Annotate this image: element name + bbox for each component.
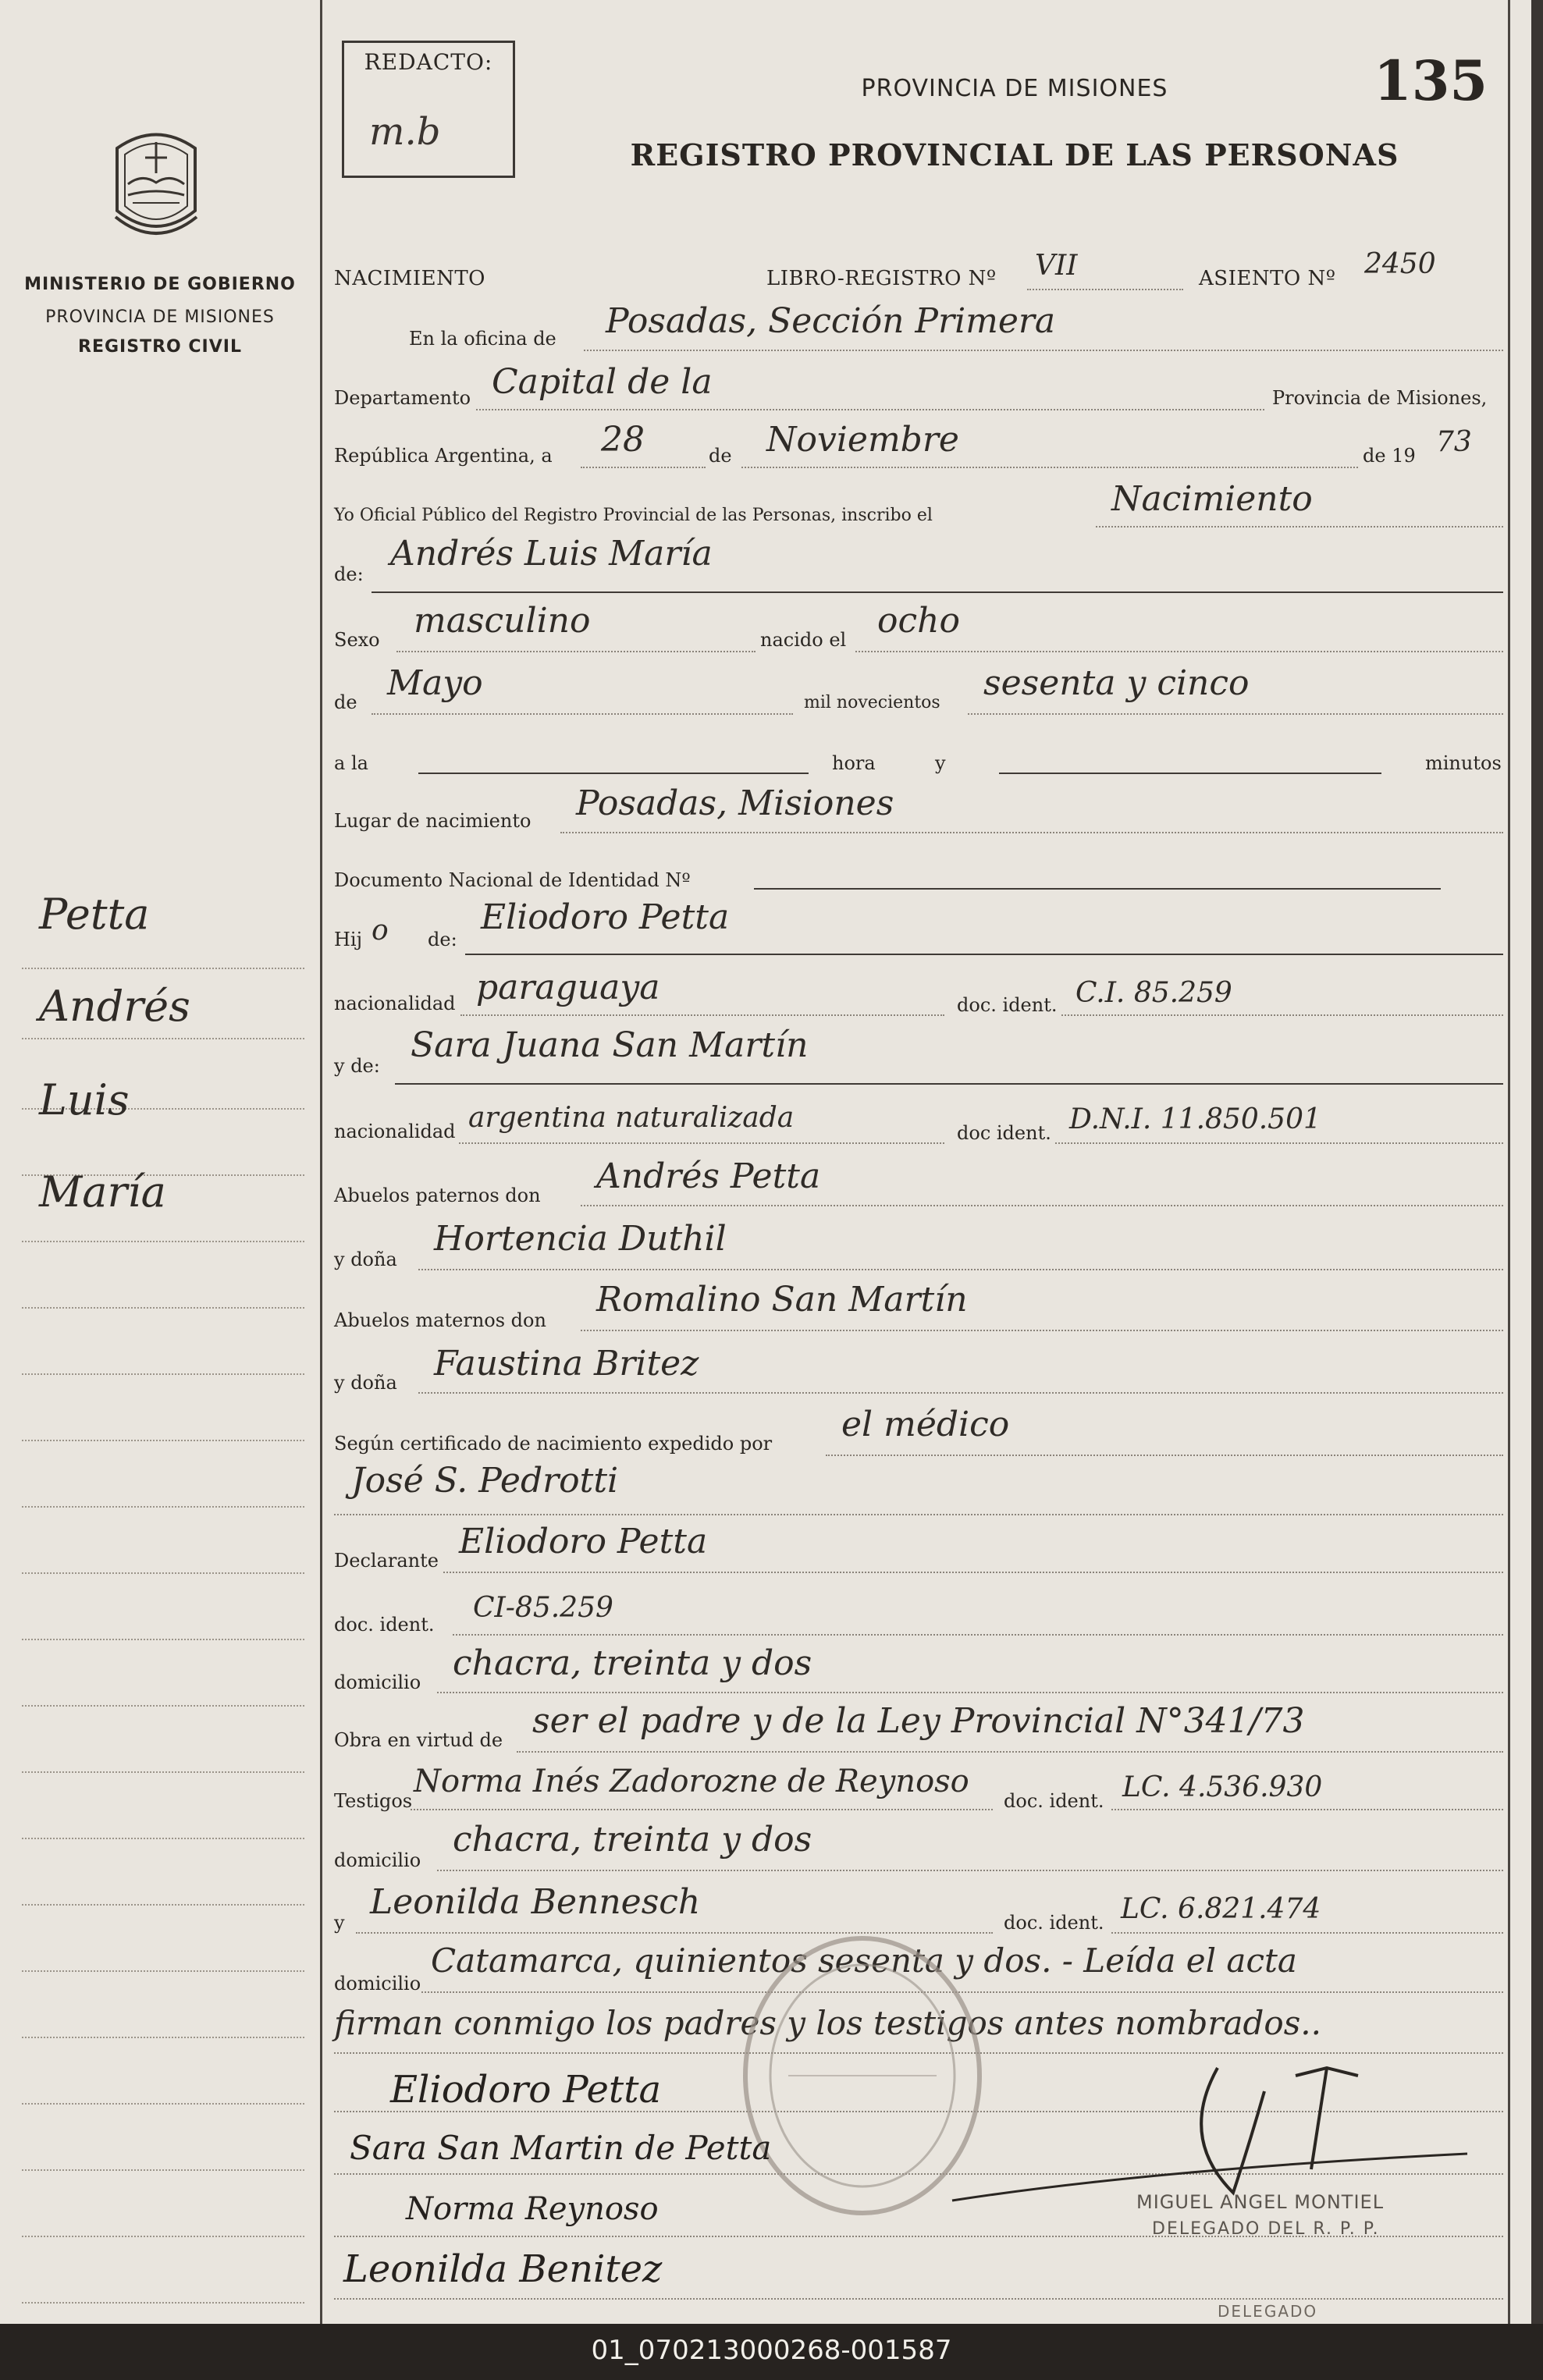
margin-name-3: María	[39, 1167, 166, 1217]
signature-witness-1: Norma Reynoso	[406, 2191, 659, 2227]
abuelo-paterno-value: Andrés Petta	[596, 1156, 821, 1196]
record-type: NACIMIENTO	[334, 267, 485, 290]
abuelos-maternos-label: Abuelos maternos don	[334, 1309, 546, 1331]
ministry-line-1: MINISTERIO DE GOBIERNO	[24, 275, 296, 294]
segun-value: el médico	[841, 1405, 1010, 1444]
testigo-1-doc-value: LC. 4.536.930	[1122, 1771, 1323, 1803]
child-name-value: Andrés Luis María	[390, 534, 713, 574]
obra-label: Obra en virtud de	[334, 1729, 503, 1751]
signature-witness-2: Leonilda Benitez	[343, 2247, 663, 2291]
de-colon-label: de:	[334, 563, 364, 585]
declarante-domicilio-label: domicilio	[334, 1671, 421, 1693]
segun-label: Según certificado de nacimiento expedido por	[334, 1433, 773, 1455]
year-prefix: de 19	[1363, 445, 1416, 467]
padre-doc-label: doc. ident.	[957, 994, 1058, 1016]
dni-label: Documento Nacional de Identidad Nº	[334, 869, 691, 891]
obra-value: ser el padre y de la Ley Provincial N°341/73	[532, 1701, 1305, 1741]
closing-statement: firman conmigo los padres y los testigos antes nombrados..	[334, 2004, 1321, 2042]
signature-mother: Sara San Martin de Petta	[350, 2129, 772, 2167]
provincia-label: Provincia de Misiones,	[1272, 387, 1488, 409]
testigo-1-value: Norma Inés Zadorozne de Reynoso	[414, 1764, 969, 1799]
official-title: DELEGADO DEL R. P. P.	[1152, 2219, 1380, 2239]
month-value: Noviembre	[766, 420, 959, 460]
madre-nacionalidad-label: nacionalidad	[334, 1121, 456, 1142]
margin-name-2: Luis	[39, 1075, 130, 1124]
padre-doc-value: C.I. 85.259	[1075, 977, 1232, 1009]
oficina-value: Posadas, Sección Primera	[606, 301, 1056, 341]
abuelo-materno-value: Romalino San Martín	[596, 1280, 968, 1320]
year-suffix: 73	[1436, 426, 1472, 458]
de-label: de	[709, 445, 732, 467]
margin-divider	[320, 0, 322, 2324]
hijo-de-label: de:	[428, 929, 457, 950]
margin-name-1: Andrés	[39, 982, 190, 1031]
abuelos-paternos-label: Abuelos paternos don	[334, 1185, 541, 1206]
padre-nacionalidad-label: nacionalidad	[334, 993, 456, 1014]
provincial-seal-icon	[101, 125, 211, 250]
declarante-domicilio-value: chacra, treinta y dos	[453, 1643, 812, 1683]
testigo-1-doc-label: doc. ident.	[1004, 1790, 1104, 1812]
testigo-2-value: Leonilda Bennesch	[370, 1882, 701, 1922]
a-la-label: a la	[334, 752, 368, 774]
official-signature-icon	[921, 2044, 1483, 2216]
province-title: PROVINCIA DE MISIONES	[861, 75, 1168, 102]
hijo-label: Hij	[334, 929, 363, 950]
hijo-suffix: o	[372, 915, 389, 947]
redacto-initials: m.b	[369, 110, 441, 154]
medico-value: José S. Pedrotti	[351, 1461, 619, 1501]
testigo-2-doc-value: LC. 6.821.474	[1121, 1893, 1321, 1925]
testigo-2-doc-label: doc. ident.	[1004, 1912, 1104, 1934]
mil-novecientos-label: mil novecientos	[804, 693, 940, 712]
libro-label: LIBRO-REGISTRO Nº	[766, 267, 997, 290]
page-number: 135	[1374, 48, 1488, 113]
yo-label: Yo Oficial Público del Registro Provincial de las Personas, inscribo el	[334, 506, 933, 525]
y-dona-label-2: y doña	[334, 1372, 397, 1394]
oficina-label: En la oficina de	[409, 328, 556, 350]
mes-value: Mayo	[387, 663, 483, 703]
signature-father: Eliodoro Petta	[390, 2068, 662, 2112]
madre-doc-value: D.N.I. 11.850.501	[1069, 1103, 1321, 1135]
registry-title: REGISTRO PROVINCIAL DE LAS PERSONAS	[630, 137, 1399, 172]
sexo-value: masculino	[414, 601, 591, 641]
sexo-label: Sexo	[334, 629, 380, 651]
redacto-box	[342, 41, 515, 178]
ministry-line-3: REGISTRO CIVIL	[78, 337, 242, 357]
departamento-label: Departamento	[334, 387, 471, 409]
declarante-value: Eliodoro Petta	[459, 1522, 708, 1561]
testigo-1-domicilio-label: domicilio	[334, 1849, 421, 1871]
testigos-label: Testigos	[334, 1790, 413, 1812]
redacto-label: REDACTO:	[364, 49, 493, 75]
right-border	[1508, 0, 1510, 2324]
y-testigo-label: y	[334, 1912, 345, 1934]
abuela-materna-value: Faustina Britez	[434, 1344, 699, 1384]
declarante-doc-value: CI-85.259	[473, 1592, 613, 1624]
nacido-value: ocho	[877, 601, 960, 641]
hora-label: hora	[832, 752, 876, 774]
asiento-label: ASIENTO Nº	[1199, 267, 1336, 290]
abuela-paterna-value: Hortencia Duthil	[434, 1219, 727, 1259]
madre-value: Sara Juana San Martín	[411, 1025, 809, 1065]
lugar-value: Posadas, Misiones	[576, 783, 894, 823]
republica-label: República Argentina, a	[334, 445, 553, 467]
margin-surname: Petta	[39, 890, 150, 939]
lugar-label: Lugar de nacimiento	[334, 810, 532, 832]
official-name: MIGUEL ANGEL MONTIEL	[1136, 2191, 1385, 2213]
testigo-2-domicilio-value: Catamarca, quinientos sesenta y dos. - Leída el acta	[431, 1941, 1297, 1980]
padre-nacionalidad-value: paraguaya	[476, 968, 660, 1007]
y-de-label: y de:	[334, 1055, 380, 1077]
departamento-value: Capital de la	[492, 362, 713, 402]
ministry-line-2: PROVINCIA DE MISIONES	[45, 307, 275, 327]
y-label: y	[935, 752, 946, 774]
anio-value: sesenta y cinco	[983, 663, 1250, 703]
testigo-1-domicilio-value: chacra, treinta y dos	[453, 1820, 812, 1860]
libro-value: VII	[1035, 250, 1078, 282]
y-dona-label-1: y doña	[334, 1249, 397, 1270]
minutos-label: minutos	[1425, 752, 1502, 774]
asiento-value: 2450	[1364, 248, 1436, 280]
de-mes-label: de	[334, 691, 357, 713]
inscribo-value: Nacimiento	[1111, 479, 1313, 519]
bottom-stamp-text: DELEGADO	[1218, 2302, 1318, 2321]
scan-file-id: 01_070213000268-001587	[591, 2335, 952, 2366]
declarante-doc-label: doc. ident.	[334, 1614, 435, 1636]
testigo-2-domicilio-label: domicilio	[334, 1973, 421, 1995]
padre-value: Eliodoro Petta	[481, 897, 730, 937]
madre-doc-label: doc ident.	[957, 1122, 1051, 1144]
declarante-label: Declarante	[334, 1550, 439, 1572]
madre-nacionalidad-value: argentina naturalizada	[468, 1102, 795, 1134]
nacido-label: nacido el	[760, 629, 847, 651]
day-value: 28	[601, 420, 645, 460]
